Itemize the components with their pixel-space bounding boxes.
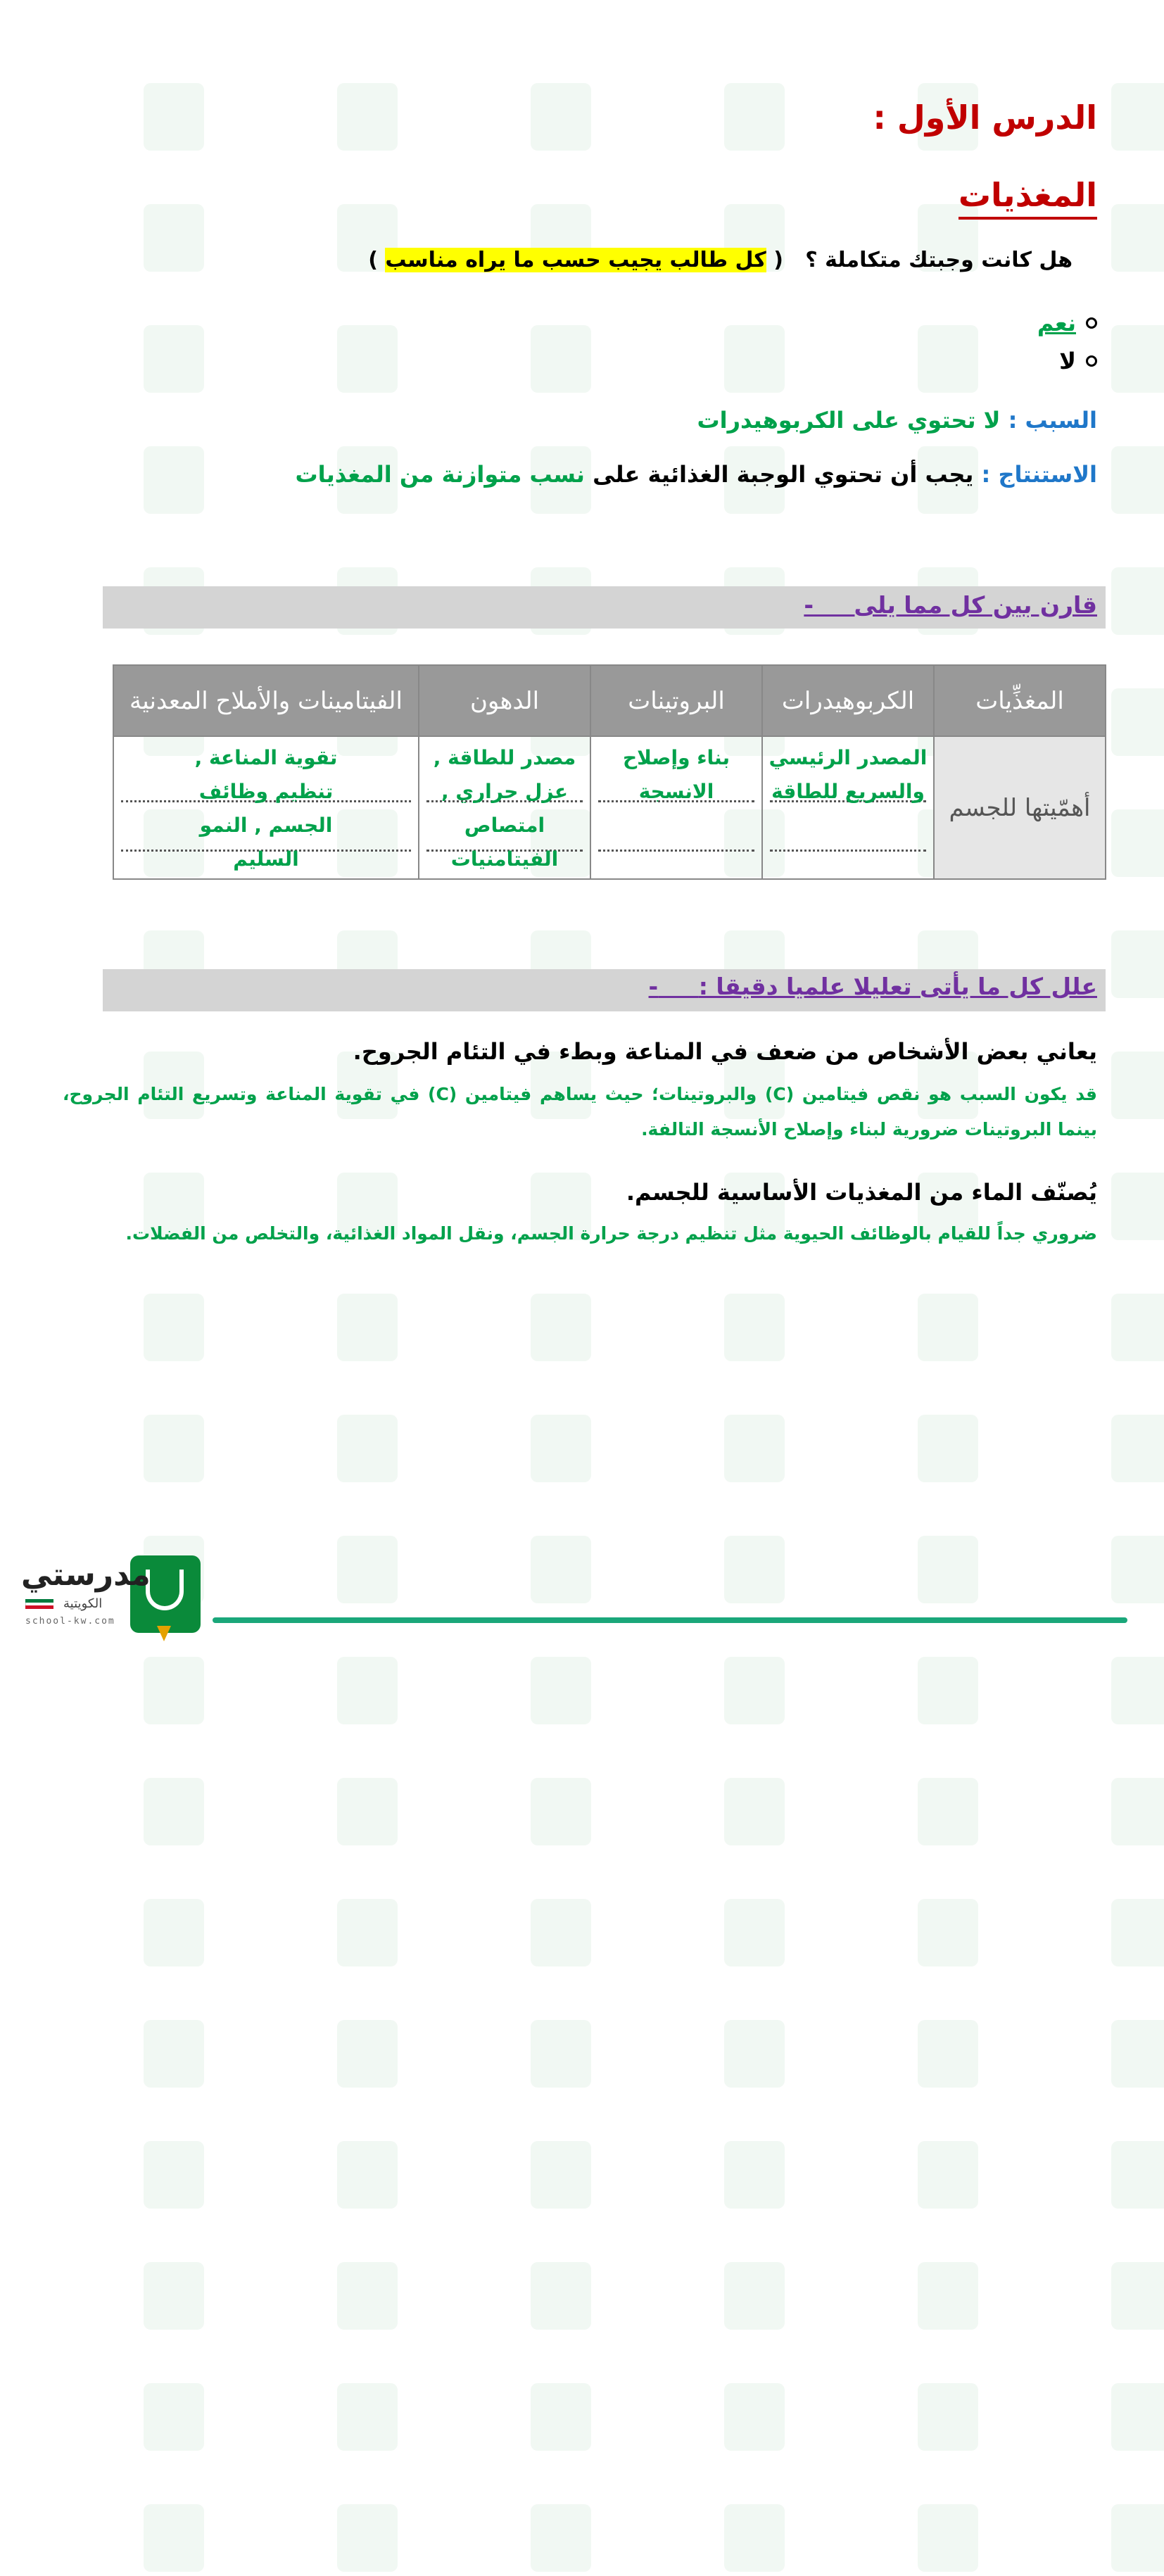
- watermark-logo-icon: [602, 2014, 785, 2092]
- watermark-logo-icon: [21, 2378, 204, 2455]
- question-instruction: كل طالب يجيب حسب ما يراه مناسب: [385, 248, 766, 272]
- watermark-logo-icon: [795, 2135, 978, 2213]
- cell-line: تنظيم وظائف: [198, 780, 334, 803]
- reason-line: [697, 407, 1098, 434]
- watermark-logo-icon: [408, 2014, 591, 2092]
- cell-line: عزل حراري ,: [441, 780, 568, 803]
- watermark-logo-icon: [602, 2378, 785, 2455]
- table-cell: [590, 736, 762, 879]
- watermark-logo-icon: [215, 2499, 398, 2576]
- table-header: المغذِّيات: [934, 665, 1106, 736]
- cell-line: الانسجة: [638, 780, 714, 803]
- option-no-label: لا: [1059, 348, 1076, 374]
- lesson-subtitle: المغذيات: [959, 176, 1097, 220]
- conclusion-text-2: نسب متوازنة من المغذيات: [295, 461, 585, 488]
- explanation-answer: قد يكون السبب هو نقص فيتامين (C) والبروتينات؛ حيث يساهم فيتامين (C) في تقوية المناعة وتسريع التئام الجروح، بينما البروتينات ضرورية لبناء وإصلاح الأنسجة التالفة.: [63, 1084, 1098, 1139]
- watermark-logo-icon: [21, 1651, 204, 1729]
- watermark-logo-icon: [602, 1772, 785, 1850]
- explain-section-heading: [649, 973, 1097, 1000]
- table-row-label: أهمّيتها للجسم: [934, 736, 1106, 879]
- watermark-logo-icon: [795, 1651, 978, 1729]
- watermark-logo-icon: [989, 2499, 1164, 2576]
- kuwait-flag-icon: [25, 1599, 53, 1609]
- watermark-logo-icon: [21, 2135, 204, 2213]
- watermark-logo-icon: [408, 1772, 591, 1850]
- cell-line: والسريع للطاقة: [771, 780, 925, 803]
- cell-line: الجسم , النمو: [199, 814, 333, 837]
- watermark-logo-icon: [602, 1651, 785, 1729]
- explanation-answer: ضروري جداً للقيام بالوظائف الحيوية مثل تنظيم درجة حرارة الجسم، ونقل المواد الغذائية، والتخلص من الفضلات.: [125, 1223, 1097, 1244]
- watermark-logo-icon: [21, 2014, 204, 2092]
- watermark-logo-icon: [989, 2256, 1164, 2334]
- watermark-logo-icon: [795, 2014, 978, 2092]
- cell-line: امتصاص: [464, 814, 545, 837]
- table-header: البروتينات: [590, 665, 762, 736]
- watermark-logo-icon: [602, 2135, 785, 2213]
- nutrients-table: [113, 664, 1106, 880]
- watermark-logo-icon: [215, 2014, 398, 2092]
- watermark-logo-icon: [989, 2014, 1164, 2092]
- close-paren: ): [368, 248, 378, 272]
- logo-url: school-kw.com: [25, 1616, 115, 1627]
- table-row: [113, 736, 1106, 879]
- explanation-statement: يعاني بعض الأشخاص من ضعف في المناعة وبطء في التئام الجروح.: [353, 1038, 1097, 1065]
- logo-text: مدرستي: [21, 1557, 151, 1593]
- compare-heading-dash: -: [804, 591, 814, 619]
- watermark-logo-icon: [408, 2499, 591, 2576]
- watermark-logo-icon: [989, 2378, 1164, 2455]
- watermark-logo-icon: [215, 2378, 398, 2455]
- watermark-logo-icon: [215, 1651, 398, 1729]
- watermark-logo-icon: [21, 2499, 204, 2576]
- reason-label: السبب :: [1008, 407, 1097, 434]
- table-cell: [113, 736, 419, 879]
- question-text: هل كانت وجبتك متكاملة ؟: [805, 248, 1073, 272]
- cell-line: بناء وإصلاح: [622, 746, 730, 769]
- option-yes: [1037, 310, 1097, 336]
- conclusion-text-1: يجب أن تحتوي الوجبة الغذائية على: [593, 461, 974, 488]
- watermark-logo-icon: [989, 1893, 1164, 1971]
- watermark-logo-icon: [21, 1772, 204, 1850]
- watermark-logo-icon: [408, 1651, 591, 1729]
- circle-bullet-icon: [1086, 355, 1097, 367]
- watermark-logo-icon: [795, 1893, 978, 1971]
- explain-heading-text: علل كل ما يأتى تعليلا علميا دقيقا :: [698, 973, 1097, 1000]
- watermark-logo-icon: [21, 2256, 204, 2334]
- lesson-title: الدرس الأول :: [873, 99, 1097, 137]
- open-paren: (: [773, 248, 783, 272]
- watermark-logo-icon: [989, 1772, 1164, 1850]
- explanation-statement: يُصنّف الماء من المغذيات الأساسية للجسم.: [626, 1179, 1097, 1206]
- watermark-logo-icon: [602, 2499, 785, 2576]
- watermark-logo-icon: [795, 2378, 978, 2455]
- table-header: الكربوهيدرات: [762, 665, 934, 736]
- watermark-logo-icon: [989, 2135, 1164, 2213]
- compare-heading-text: قارن بين كل مما يلى: [854, 591, 1097, 619]
- circle-bullet-icon: [1086, 317, 1097, 329]
- watermark-logo-icon: [408, 2256, 591, 2334]
- conclusion-label: الاستنتاج :: [981, 461, 1097, 488]
- table-cell: [762, 736, 934, 879]
- option-yes-label: نعم: [1037, 310, 1076, 336]
- question-line: [368, 248, 1073, 272]
- cell-line: السليم: [233, 847, 299, 871]
- conclusion-line: [296, 461, 1097, 488]
- watermark-logo-icon: [795, 1772, 978, 1850]
- watermark-logo-icon: [215, 2256, 398, 2334]
- watermark-logo-icon: [795, 2499, 978, 2576]
- option-no: [1059, 348, 1097, 374]
- watermark-logo-icon: [989, 1651, 1164, 1729]
- watermark-logo-icon: [215, 1893, 398, 1971]
- cell-line: الفيتامنيات: [450, 847, 559, 871]
- table-header-row: [113, 665, 1106, 736]
- cell-line: تقوية المناعة ,: [194, 746, 338, 769]
- watermark-logo-icon: [408, 2135, 591, 2213]
- watermark-logo-icon: [602, 1893, 785, 1971]
- cell-line: مصدر للطاقة ,: [433, 746, 576, 769]
- watermark-logo-icon: [215, 1772, 398, 1850]
- explain-heading-dash: -: [648, 973, 659, 1000]
- table-header: الدهون: [419, 665, 590, 736]
- compare-section-heading: [804, 591, 1097, 619]
- table-cell: [419, 736, 590, 879]
- footer-divider: [213, 1617, 1127, 1623]
- watermark-logo-icon: [215, 2135, 398, 2213]
- reason-text: لا تحتوي على الكربوهيدرات: [697, 407, 1001, 434]
- watermark-logo-icon: [602, 2256, 785, 2334]
- cell-line: المصدر الرئيسي: [768, 746, 928, 769]
- watermark-logo-icon: [795, 2256, 978, 2334]
- table-header: الفيتامينات والأملاح المعدنية: [113, 665, 419, 736]
- logo-subtext: الكويتية: [63, 1596, 103, 1611]
- watermark-logo-icon: [408, 2378, 591, 2455]
- watermark-logo-icon: [21, 1893, 204, 1971]
- watermark-logo-icon: [408, 1893, 591, 1971]
